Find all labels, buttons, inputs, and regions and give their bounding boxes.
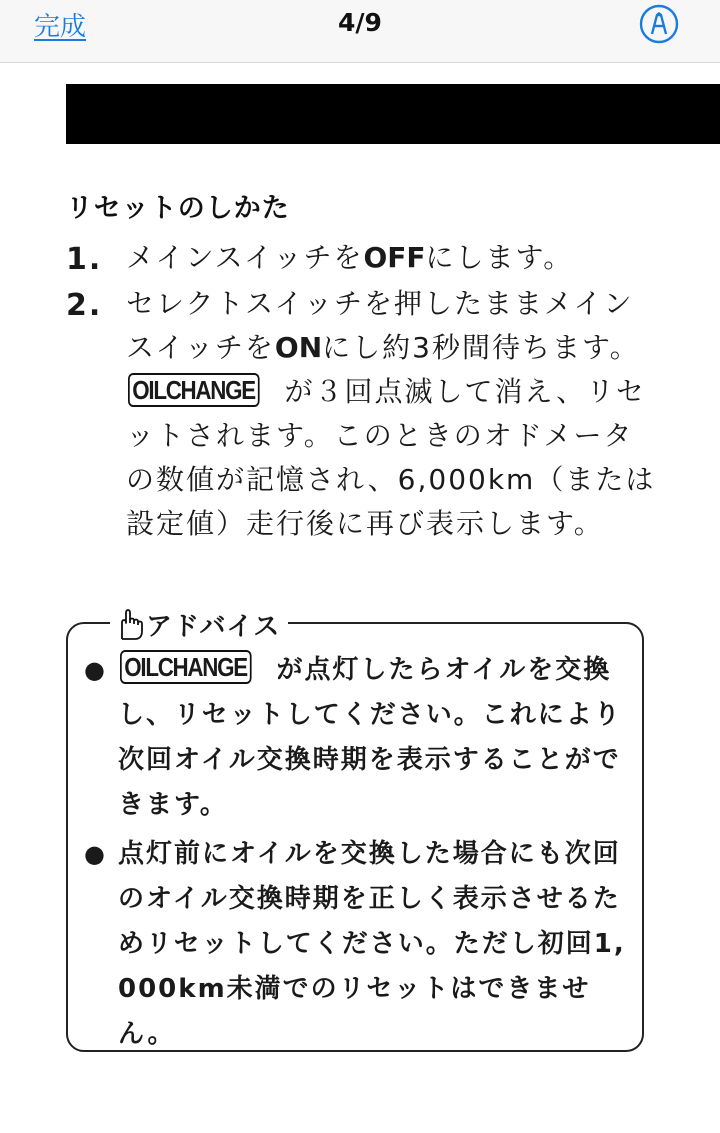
page-indicator: 4/9 <box>338 8 382 37</box>
step-text: メインスイッチをOFFにします。 <box>126 241 574 274</box>
pointing-hand-icon <box>116 609 144 641</box>
advice-label: アドバイス <box>146 612 281 642</box>
oil-change-indicator-badge: OILCHANGE <box>128 373 259 407</box>
steps-list <box>66 236 656 546</box>
advice-heading <box>110 606 288 643</box>
oil-change-indicator-badge: OILCHANGE <box>120 650 251 684</box>
bullet: ● <box>84 840 107 868</box>
step-item <box>66 282 656 546</box>
advice-item <box>84 648 630 828</box>
step-text: セレクトスイッチを押したままメインスイッチをONにし約3秒間待ちます。OILCHANGE が３回点滅して消え、リセットされます。このときのオドメータの数値が記憶され、6,000km（または設定値）走行後に再び表示します。 <box>126 287 656 540</box>
markup-button[interactable] <box>639 4 679 44</box>
step-number: 2. <box>66 288 103 323</box>
advice-list <box>84 648 630 1061</box>
section-title: リセットのしかた <box>66 193 290 224</box>
advice-item <box>84 832 630 1057</box>
markup-pen-icon <box>639 4 679 44</box>
bullet: ● <box>84 656 107 684</box>
navigation-bar <box>0 0 720 63</box>
document-header-bar <box>66 84 720 144</box>
step-number: 1. <box>66 242 103 277</box>
advice-text: 点灯前にオイルを交換した場合にも次回のオイル交換時期を正しく表示させるためリセットしてください。ただし初回1,000km未満でのリセットはできません。 <box>118 839 626 1049</box>
advice-text: OILCHANGE が点灯したらオイルを交換し、リセットしてください。これにより次回オイル交換時期を表示することができます。 <box>118 652 622 820</box>
step-item <box>66 236 656 282</box>
done-button[interactable]: 完成 <box>34 12 87 42</box>
